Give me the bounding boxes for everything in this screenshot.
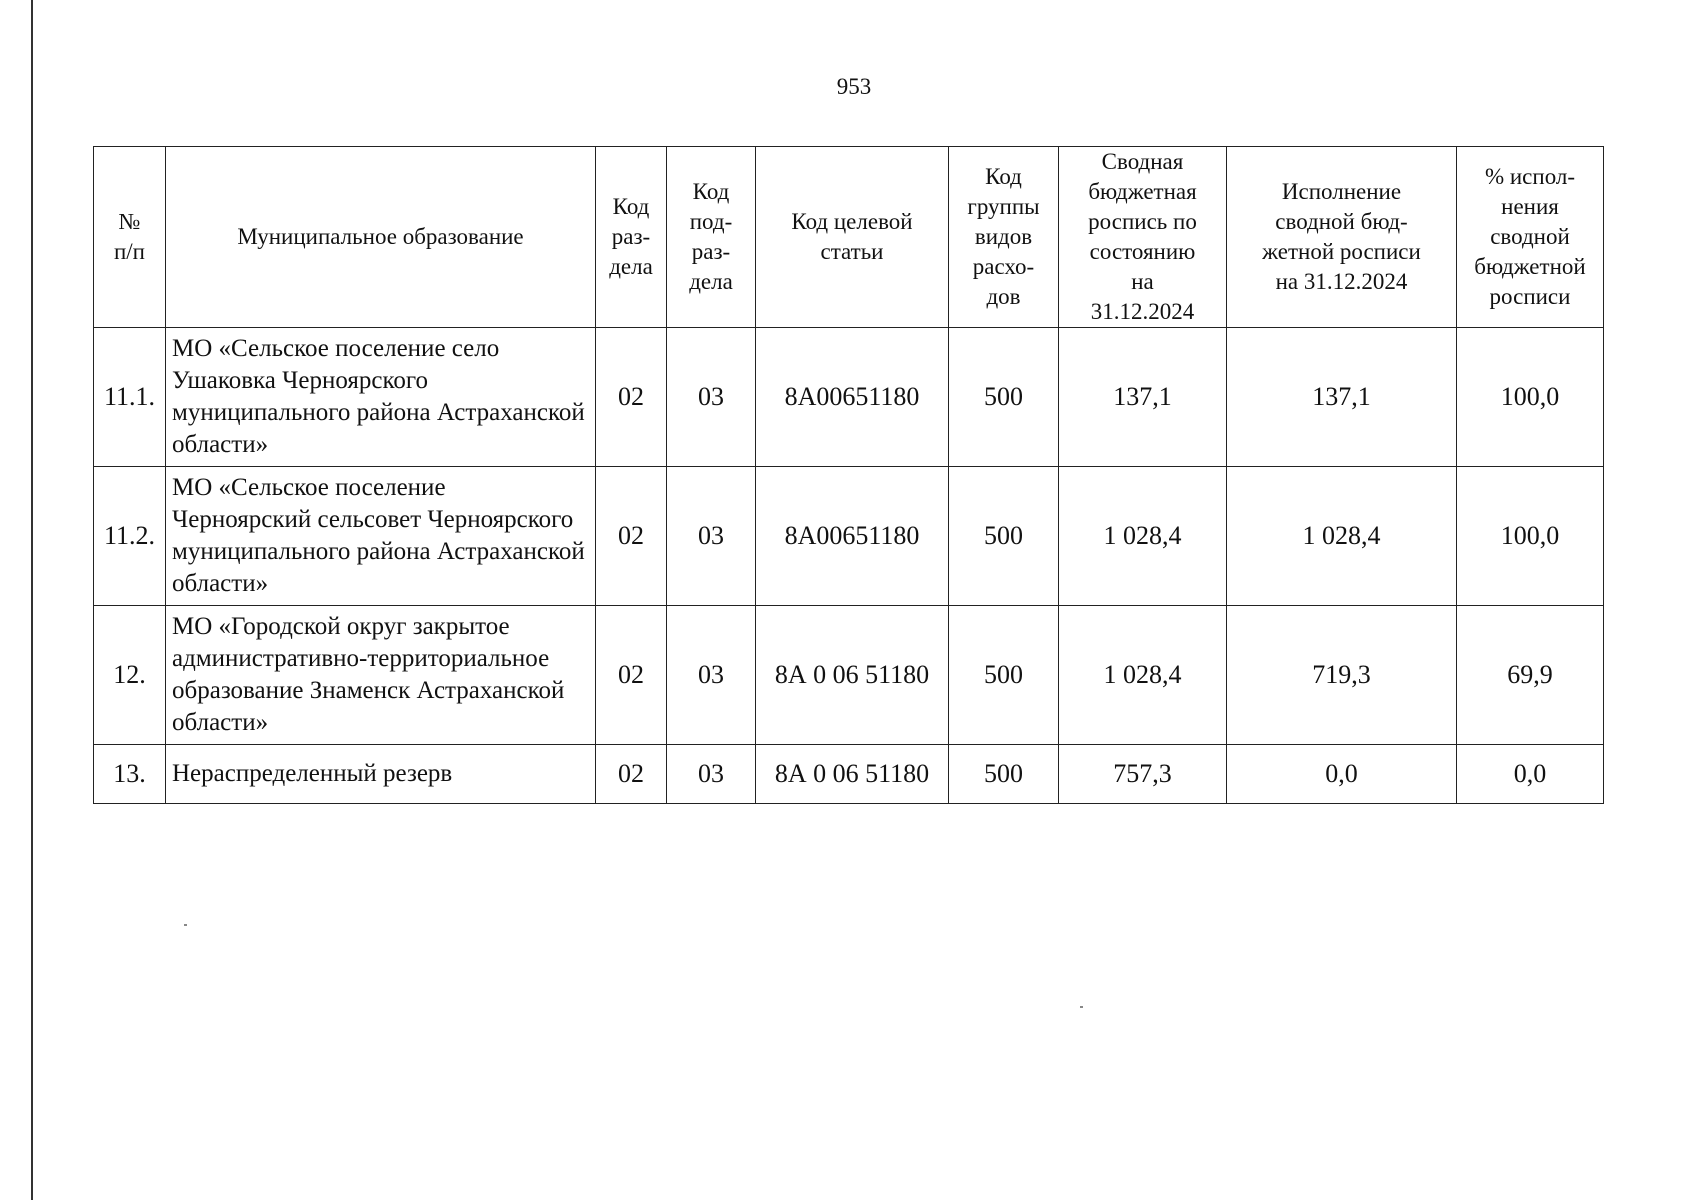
- row-number: 11.1.: [94, 328, 166, 467]
- executed-amount: 1 028,4: [1227, 467, 1457, 606]
- header-cell: Муниципальное образование: [166, 147, 596, 328]
- row-number: 12.: [94, 606, 166, 745]
- table-row: [94, 745, 1604, 804]
- subsection-code: 03: [667, 606, 756, 745]
- planned-amount: 757,3: [1059, 745, 1227, 804]
- subsection-code: 03: [667, 467, 756, 606]
- municipality-name: МО «Городской округ закрытое административно-территориальное образование Знаменск Астраханской области»: [166, 606, 596, 745]
- target-code: 8А 0 06 51180: [756, 606, 949, 745]
- execution-percent: 0,0: [1457, 745, 1604, 804]
- expense-group-code: 500: [949, 467, 1059, 606]
- scan-speck: [1080, 1006, 1083, 1008]
- execution-percent: 69,9: [1457, 606, 1604, 745]
- budget-execution-table: [93, 146, 1604, 804]
- page-number: 953: [836, 74, 872, 99]
- table-row: [94, 467, 1604, 606]
- planned-amount: 137,1: [1059, 328, 1227, 467]
- row-number: 13.: [94, 745, 166, 804]
- binding-line: [31, 0, 33, 1200]
- target-code: 8А00651180: [756, 328, 949, 467]
- header-cell: № п/п: [94, 147, 166, 328]
- table-header-row: [94, 147, 1604, 328]
- municipality-name: МО «Сельское поселение село Ушаковка Черноярского муниципального района Астраханской области»: [166, 328, 596, 467]
- target-code: 8А00651180: [756, 467, 949, 606]
- section-code: 02: [596, 328, 667, 467]
- section-code: 02: [596, 606, 667, 745]
- subsection-code: 03: [667, 745, 756, 804]
- expense-group-code: 500: [949, 745, 1059, 804]
- executed-amount: 137,1: [1227, 328, 1457, 467]
- header-cell: Код под- раз- дела: [667, 147, 756, 328]
- municipality-name: Нераспределенный резерв: [166, 745, 596, 804]
- municipality-name: МО «Сельское поселение Черноярский сельсовет Черноярского муниципального района Астраханской области»: [166, 467, 596, 606]
- scan-speck: [184, 924, 187, 926]
- header-cell: Сводная бюджетная роспись по состоянию на 31.12.2024: [1059, 147, 1227, 328]
- planned-amount: 1 028,4: [1059, 606, 1227, 745]
- expense-group-code: 500: [949, 328, 1059, 467]
- execution-percent: 100,0: [1457, 328, 1604, 467]
- section-code: 02: [596, 467, 667, 606]
- header-cell: % испол- нения сводной бюджетной росписи: [1457, 147, 1604, 328]
- execution-percent: 100,0: [1457, 467, 1604, 606]
- expense-group-code: 500: [949, 606, 1059, 745]
- executed-amount: 0,0: [1227, 745, 1457, 804]
- target-code: 8А 0 06 51180: [756, 745, 949, 804]
- header-cell: Код группы видов расхо- дов: [949, 147, 1059, 328]
- table-row: [94, 606, 1604, 745]
- executed-amount: 719,3: [1227, 606, 1457, 745]
- header-cell: Код раз- дела: [596, 147, 667, 328]
- section-code: 02: [596, 745, 667, 804]
- table-row: [94, 328, 1604, 467]
- subsection-code: 03: [667, 328, 756, 467]
- header-cell: Исполнение сводной бюд- жетной росписи на 31.12.2024: [1227, 147, 1457, 328]
- planned-amount: 1 028,4: [1059, 467, 1227, 606]
- row-number: 11.2.: [94, 467, 166, 606]
- header-cell: Код целевой статьи: [756, 147, 949, 328]
